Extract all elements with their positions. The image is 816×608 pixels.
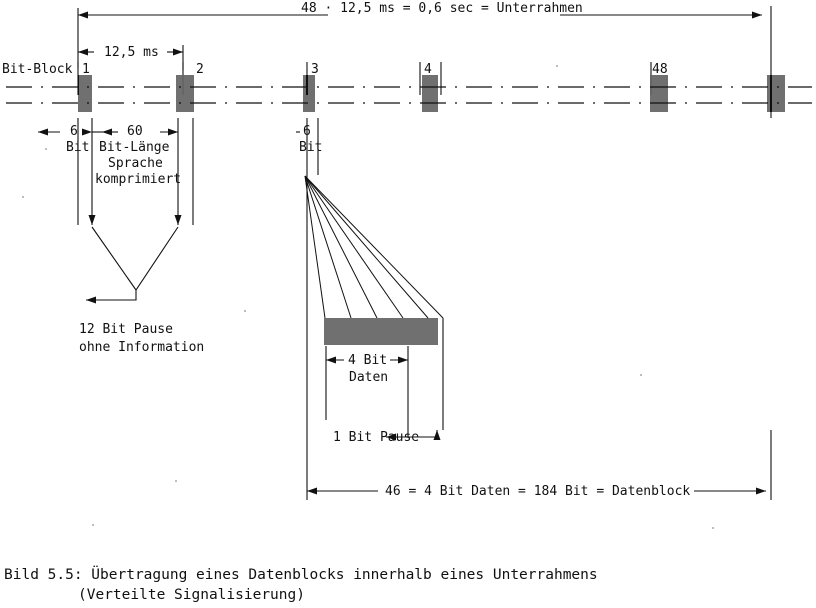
burst-block-end — [768, 75, 784, 112]
scan-speckle — [45, 148, 47, 150]
burst-block-2 — [177, 75, 193, 112]
datablock-span-label: 46 = 4 Bit Daten = 184 Bit = Datenblock — [385, 484, 691, 499]
scan-speckle — [175, 480, 177, 482]
bits60-line1: Bit-Länge — [99, 140, 170, 155]
burst-block-4 — [423, 75, 437, 112]
block-index-4: 4 — [424, 62, 432, 77]
data4-line1: 4 Bit — [348, 353, 388, 368]
expansion-fan — [305, 176, 443, 318]
bits60-line3: komprimiert — [95, 172, 182, 187]
block-index-3: 3 — [311, 62, 319, 77]
figure-caption-line2: (Verteilte Signalisierung) — [78, 587, 305, 603]
block-index-2: 2 — [196, 62, 204, 77]
scan-speckle — [22, 196, 24, 198]
data-burst-detail — [325, 318, 437, 345]
burst-block-3 — [304, 75, 314, 112]
bits6-left-number: 6 — [70, 124, 78, 139]
scan-speckle — [92, 524, 94, 526]
block-index-48: 48 — [652, 62, 668, 77]
bits6-left-unit: Bit — [66, 140, 90, 155]
pause-line2: ohne Information — [79, 340, 205, 355]
bits6-right-number: 6 — [303, 124, 311, 139]
signal-baseline — [6, 87, 812, 103]
block-tick-marks — [78, 62, 651, 95]
pause-callout — [86, 215, 182, 304]
burst-block-1 — [79, 75, 91, 112]
scan-speckle — [244, 310, 246, 312]
pause-line1: 12 Bit Pause — [79, 322, 173, 337]
block-index-1: 1 — [82, 62, 90, 77]
slot-span-label: 12,5 ms — [104, 45, 159, 60]
scan-speckle — [712, 527, 714, 529]
bits60-number: 60 — [127, 124, 143, 139]
data4-line2: Daten — [349, 370, 389, 385]
bits60-line2: Sprache — [108, 156, 163, 171]
scan-speckle — [556, 65, 558, 67]
bits6-right-unit: Bit — [299, 140, 323, 155]
figure-caption-line1: Bild 5.5: Übertragung eines Datenblocks innerhalb eines Unterrahmens — [4, 567, 598, 583]
subframe-span-label: 48 · 12,5 ms = 0,6 sec = Unterrahmen — [301, 1, 583, 16]
bit-block-label: Bit-Block — [2, 62, 73, 77]
burst-block-48 — [651, 75, 667, 112]
pause1-label: 1 Bit Pause — [333, 430, 420, 445]
scan-speckle — [640, 374, 642, 376]
